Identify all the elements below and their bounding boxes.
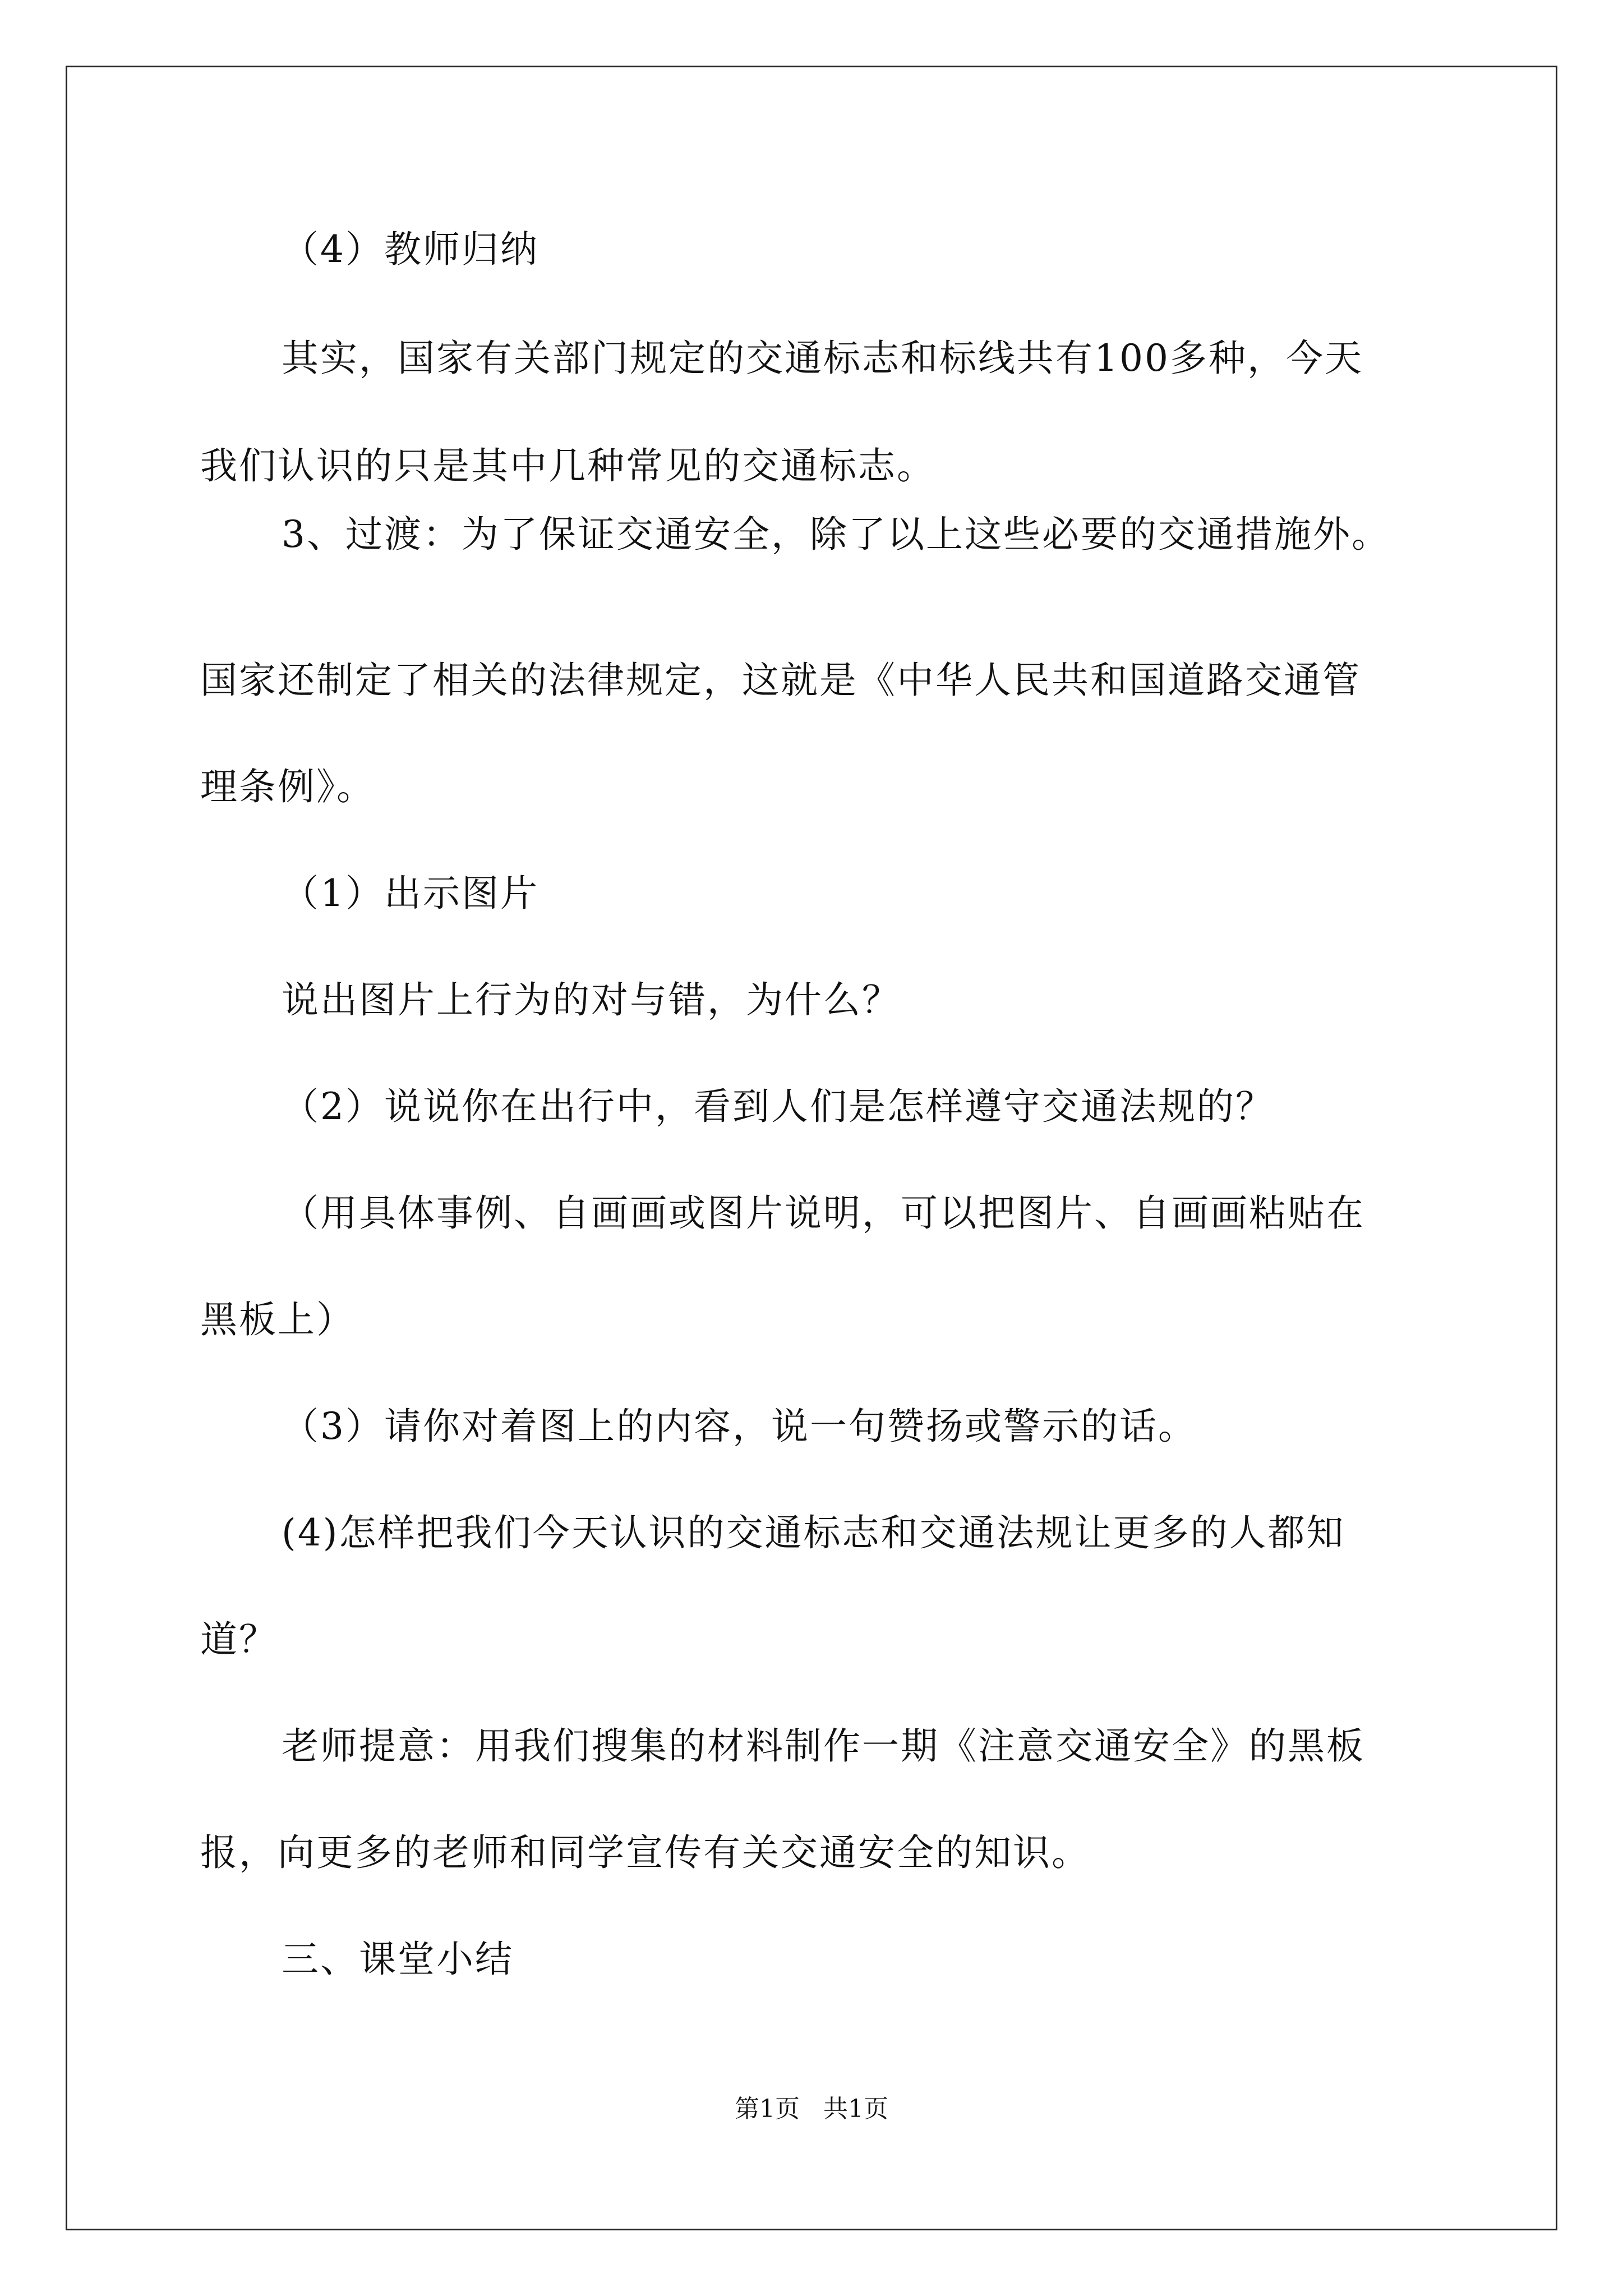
paragraph-line: (4)怎样把我们今天认识的交通标志和交通法规让更多的人都知 [282,1511,1345,1554]
paragraph-line: 国家还制定了相关的法律规定，这就是《中华人民共和国道路交通管 [200,659,1361,702]
section-heading-class-summary: 三、课堂小结 [282,1938,514,1981]
paragraph-line: 报，向更多的老师和同学宣传有关交通安全的知识。 [200,1831,1090,1874]
paragraph-line: （3）请你对着图上的内容，说一句赞扬或警示的话。 [282,1405,1197,1448]
paragraph-line: （2）说说你在出行中，看到人们是怎样遵守交通法规的？ [282,1085,1274,1128]
paragraph-line: 老师提意：用我们搜集的材料制作一期《注意交通安全》的黑板 [282,1724,1365,1768]
paragraph-line: 道？ [200,1618,278,1661]
paragraph-heading-show-pictures: （1）出示图片 [282,872,539,915]
paragraph-line: 说出图片上行为的对与错，为什么？ [282,978,901,1022]
paragraph-line: 其实，国家有关部门规定的交通标志和标线共有100多种，今天 [282,337,1363,380]
paragraph-line: 3、过渡：为了保证交通安全，除了以上这些必要的交通措施外。 [282,513,1390,556]
page-border [66,66,1557,2230]
paragraph-line: 黑板上） [200,1298,355,1341]
page-number-footer: 第1页 共1页 [735,2095,888,2123]
paragraph-line: （用具体事例、自画画或图片说明，可以把图片、自画画粘贴在 [282,1191,1365,1235]
paragraph-line: 我们认识的只是其中几种常见的交通标志。 [200,444,935,487]
paragraph-heading-teacher-summary: （4）教师归纳 [282,228,539,271]
paragraph-line: 理条例》。 [200,765,375,808]
